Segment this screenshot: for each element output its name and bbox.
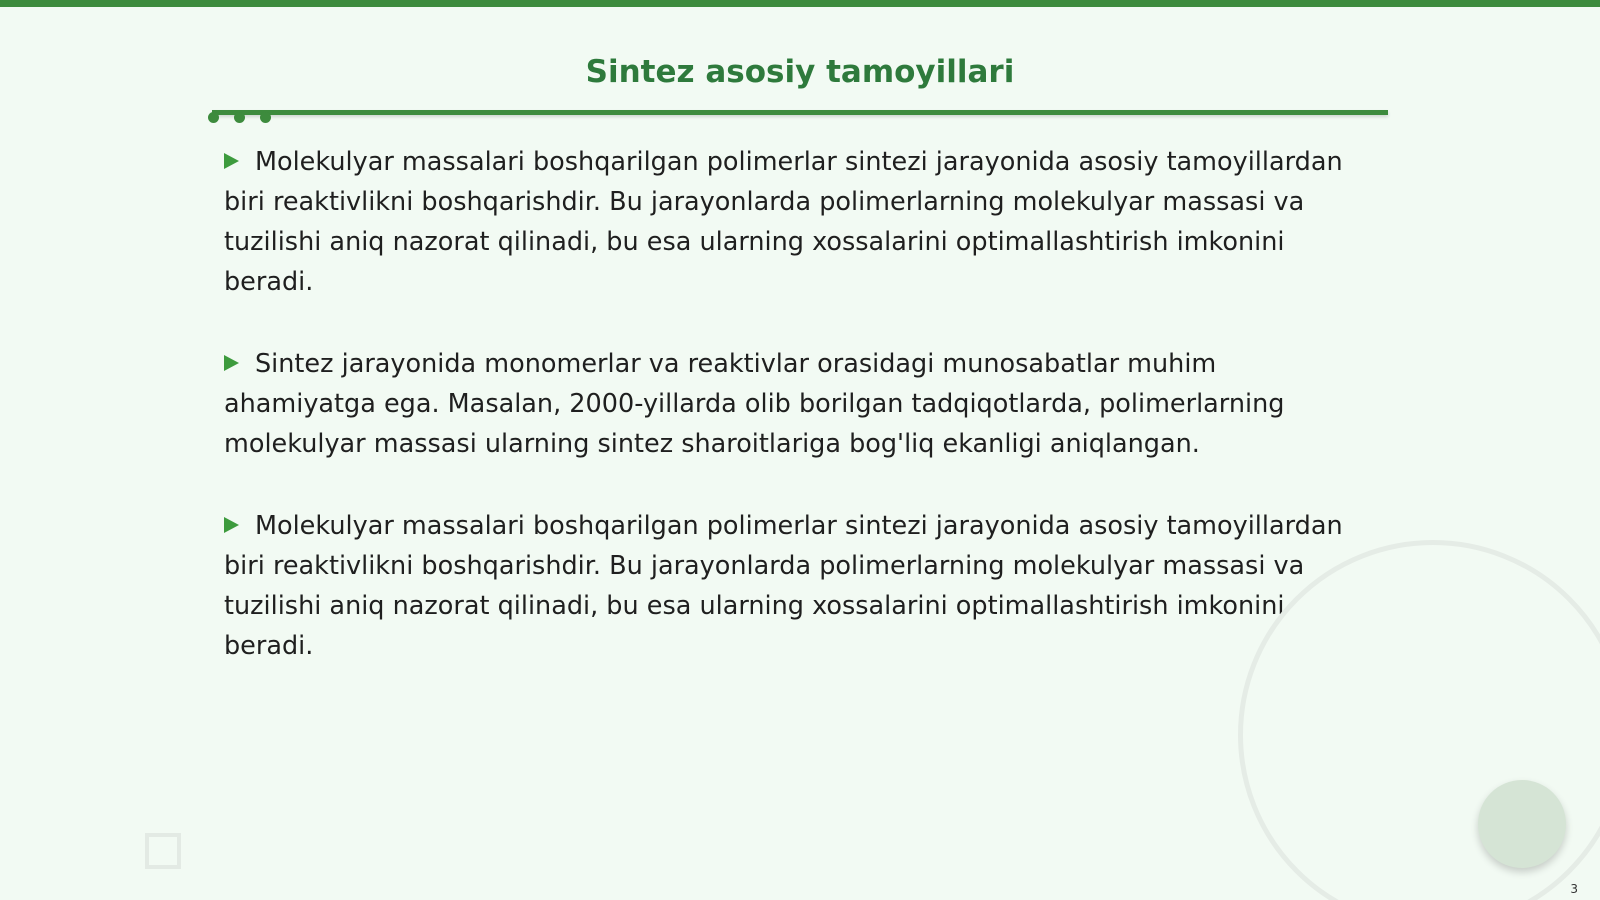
slide-title: Sintez asosiy tamoyillari: [585, 54, 1015, 90]
top-accent-bar: [0, 0, 1600, 7]
bullet-text: Molekulyar massalari boshqarilgan polimerlar sintezi jarayonida asosiy tamoyillardan biri reaktivlikni boshqarishdir. Bu jarayonlarda polimerlarning molekulyar massasi va tuzilishi aniq nazorat qilinadi, bu esa ularning xossalarini optimallashtirish imkonini beradi.: [224, 147, 1343, 297]
bullet-item: [224, 344, 1354, 464]
bullet-list: [224, 142, 1354, 708]
bullet-item: [224, 142, 1354, 302]
triangle-right-icon: [224, 153, 239, 169]
decor-dot-2: [234, 112, 245, 123]
decor-small-circle: [1478, 780, 1566, 868]
decor-dot-3: [260, 112, 271, 123]
decor-dot-1: [208, 112, 219, 123]
bullet-text: Sintez jarayonida monomerlar va reaktivlar orasidagi munosabatlar muhim ahamiyatga ega. Masalan, 2000-yillarda olib borilgan tadqiqotlarda, polimerlarning molekulyar massasi ularning sintez sharoitlariga bog'liq ekanligi aniqlangan.: [224, 349, 1285, 459]
decor-square: [145, 833, 181, 869]
bullet-item: [224, 506, 1354, 666]
title-underline: [212, 110, 1388, 115]
triangle-right-icon: [224, 517, 239, 533]
triangle-right-icon: [224, 355, 239, 371]
page-number: 3: [1570, 882, 1578, 896]
bullet-text: Molekulyar massalari boshqarilgan polimerlar sintezi jarayonida asosiy tamoyillardan biri reaktivlikni boshqarishdir. Bu jarayonlarda polimerlarning molekulyar massasi va tuzilishi aniq nazorat qilinadi, bu esa ularning xossalarini optimallashtirish imkonini beradi.: [224, 511, 1343, 661]
